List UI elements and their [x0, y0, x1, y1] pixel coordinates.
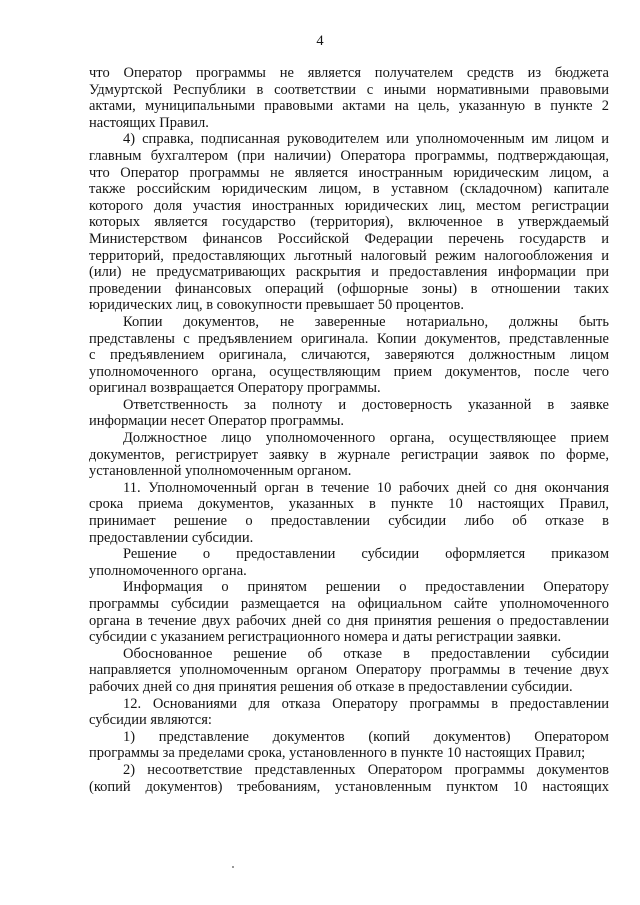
text-line: 1) представление документов (копий документов) Оператором	[123, 728, 609, 745]
text-line: уполномоченного органа.	[89, 562, 247, 579]
text-line: также российским юридическим лицом, в уставном (складочном) капитале	[89, 181, 609, 198]
text-line: Министерством финансов Российской Федерации перечень государств и	[89, 230, 609, 247]
text-line: Решение о предоставлении субсидии оформляется приказом	[123, 546, 609, 563]
text-line: представлены с предъявлением оригинала. Копии документов, представленные	[89, 330, 609, 347]
text-line: предоставлении субсидии.	[89, 529, 254, 546]
text-line: органа в течение двух рабочих дней со дня принятия решения о предоставлении	[89, 612, 609, 629]
paragraph-item-12	[89, 696, 609, 729]
text-line: которых является государство (территория), включенное в утверждаемый	[89, 214, 609, 231]
text-line: рабочих дней со дня принятия решения об отказе в предоставлении субсидии.	[89, 678, 573, 695]
text-line: программы за пределами срока, установленного в пункте 10 настоящих Правил;	[89, 745, 586, 762]
paragraph-information	[89, 579, 609, 645]
text-line: Информация о принятом решении о предоставлении Оператору	[123, 579, 609, 596]
text-line: срока приема документов, указанных в пункте 10 настоящих Правил,	[89, 496, 609, 513]
paragraph-continuation	[89, 65, 609, 131]
text-line: (или) не предусматривающих раскрытия и предоставления информации при	[89, 264, 609, 281]
text-line: настоящих Правил.	[89, 114, 209, 131]
text-line: 2) несоответствие представленных Оператором программы документов	[123, 761, 609, 778]
paragraph-item-4	[89, 131, 609, 314]
text-line: главным бухгалтером (при наличии) Оператора программы, подтверждающая,	[89, 147, 609, 164]
text-line: субсидии являются:	[89, 712, 212, 729]
text-line: что Оператор программы не является иностранным юридическим лицом, а	[89, 164, 609, 181]
text-line: проведении финансовых операций (офшорные зоны) в отношении таких	[89, 280, 609, 297]
paragraph-decision	[89, 546, 609, 579]
paragraph-copies	[89, 314, 609, 397]
text-line: 12. Основаниями для отказа Оператору программы в предоставлении	[123, 695, 609, 712]
text-line: документов, регистрирует заявку в журнале регистрации заявок по форме,	[89, 446, 609, 463]
text-line: направляется уполномоченным органом Оператору программы в течение двух	[89, 662, 609, 679]
text-line: Копии документов, не заверенные нотариально, должны быть	[123, 313, 609, 330]
text-line: программы субсидии размещается на официальном сайте уполномоченного	[89, 596, 609, 612]
document-body	[89, 65, 609, 795]
text-line: установленной уполномоченным органом.	[89, 463, 352, 480]
text-line: информации несет Оператор программы.	[89, 413, 345, 430]
paragraph-registration	[89, 430, 609, 480]
text-line: Должностное лицо уполномоченного органа, осуществляющее прием	[123, 430, 609, 447]
text-line: (копий документов) требованиям, установленным пунктом 10 настоящих	[89, 778, 609, 795]
text-line: что Оператор программы не является получателем средств из бюджета	[89, 65, 609, 81]
text-line: Обоснованное решение об отказе в предоставлении субсидии	[123, 645, 609, 662]
text-line: актами, муниципальными правовыми актами на цель, указанную в пункте 2	[89, 98, 609, 115]
text-line: уполномоченного органа, осуществляющим прием документов, после чего	[89, 363, 609, 380]
text-line: Удмуртской Республики в соответствии с иными нормативными правовыми	[89, 81, 609, 98]
scan-speck	[232, 866, 234, 868]
text-line: 4) справка, подписанная руководителем или уполномоченным им лицом и	[123, 131, 609, 148]
text-line: юридических лиц, в совокупности превышает 50 процентов.	[89, 297, 464, 314]
text-line: субсидии с указанием регистрационного номера и даты регистрации заявки.	[89, 629, 562, 646]
text-line: которого доля участия иностранных юридических лиц, местом регистрации	[89, 197, 609, 214]
text-line: Ответственность за полноту и достоверность указанной в заявке	[123, 396, 609, 413]
paragraph-item-11	[89, 480, 609, 546]
paragraph-ground-2	[89, 762, 609, 795]
paragraph-refusal-notice	[89, 646, 609, 696]
page-number: 4	[316, 33, 324, 49]
text-line: оригинал возвращается Оператору программы.	[89, 380, 381, 397]
text-line: территорий, предоставляющих льготный налоговый режим налогообложения и	[89, 247, 609, 264]
text-line: 11. Уполномоченный орган в течение 10 рабочих дней со дня окончания	[123, 479, 609, 496]
paragraph-responsibility	[89, 397, 609, 430]
paragraph-ground-1	[89, 729, 609, 762]
text-line: принимает решение о предоставлении субсидии либо об отказе в	[89, 513, 609, 530]
text-line: с предъявлением оригинала, сличаются, заверяются должностным лицом	[89, 347, 609, 364]
